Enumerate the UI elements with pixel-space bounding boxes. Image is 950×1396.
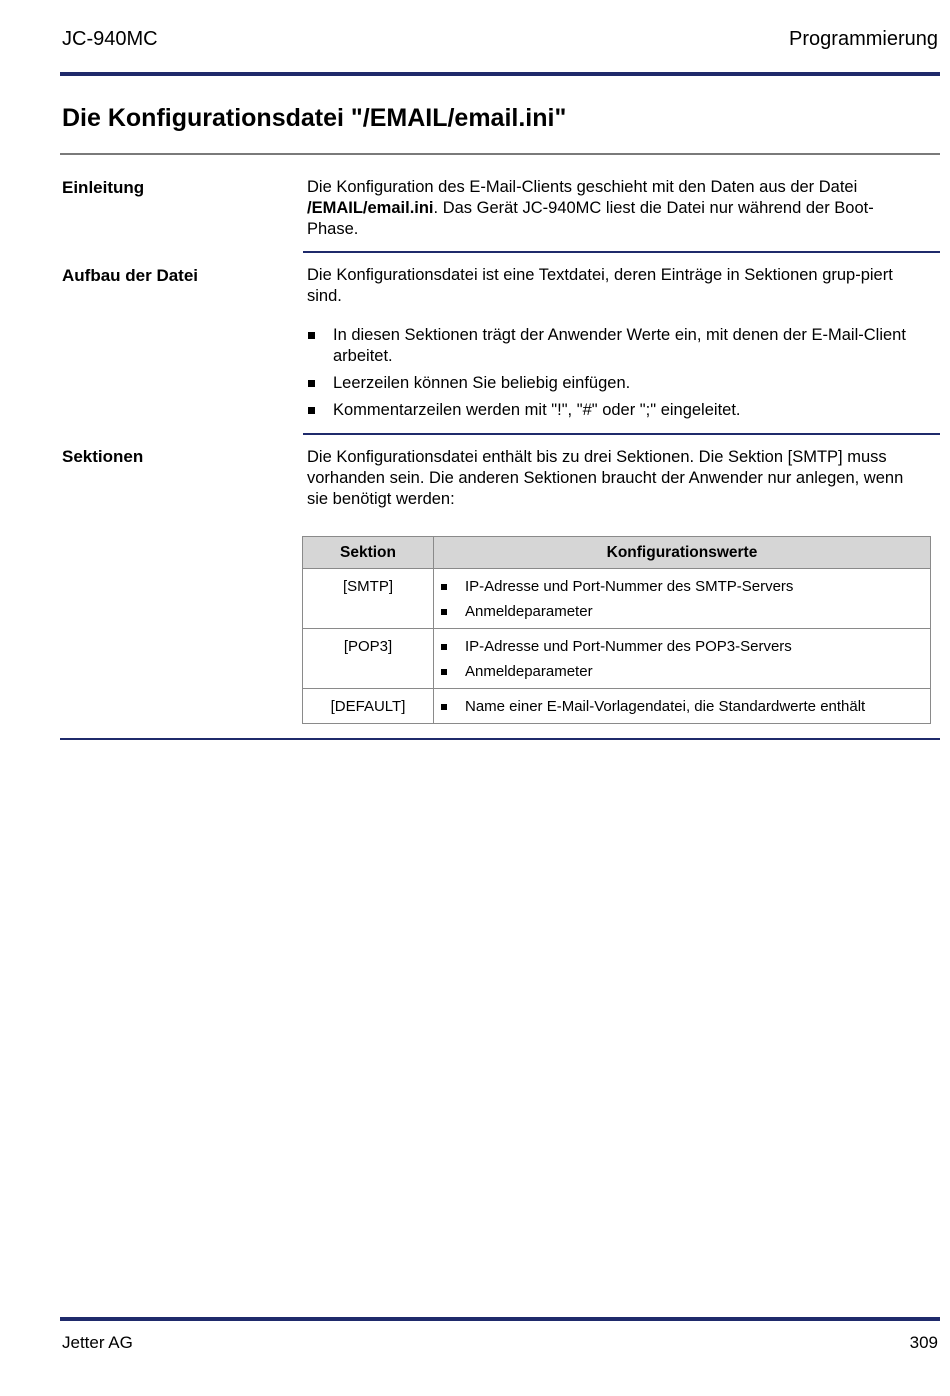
values-cell (434, 689, 931, 724)
table-row (303, 569, 931, 629)
config-table (302, 536, 931, 724)
list-item: IP-Adresse und Port-Nummer des POP3-Servers (440, 634, 924, 659)
intro-text-part-1: Die Konfiguration des E-Mail-Clients geschieht mit den Daten aus der Datei (307, 178, 858, 196)
section-cell: [POP3] (303, 629, 434, 689)
list-item: Anmeldeparameter (440, 599, 924, 624)
list-item: In diesen Sektionen trägt der Anwender Werte ein, mit denen der E-Mail-Client arbeitet. (307, 325, 922, 367)
section-cell: [DEFAULT] (303, 689, 434, 724)
footer-rule (60, 1317, 940, 1321)
table-row (303, 689, 931, 724)
values-cell (434, 569, 931, 629)
sections-text: Die Konfigurationsdatei enthält bis zu drei Sektionen. Die Sektion [SMTP] muss vorhanden sein. Die anderen Sektionen braucht der Anwender nur anlegen, wenn sie benötigt werden: (307, 448, 904, 508)
column-header-values: Konfigurationswerte (434, 537, 931, 569)
list-item: IP-Adresse und Port-Nummer des SMTP-Servers (440, 574, 924, 599)
page-title: Die Konfigurationsdatei "/EMAIL/email.ini" (62, 104, 567, 132)
list-item: Anmeldeparameter (440, 659, 924, 684)
intro-text-part-2: . Das Gerät JC-940MC liest die Datei nur während der Boot-Phase. (307, 199, 874, 238)
structure-text: Die Konfigurationsdatei ist eine Textdatei, deren Einträge in Sektionen grup-piert sind. (307, 266, 893, 305)
footer-company: Jetter AG (62, 1333, 133, 1352)
values-cell (434, 629, 931, 689)
title-rule (60, 153, 940, 155)
header-rule (60, 72, 940, 76)
column-header-section: Sektion (303, 537, 434, 569)
page-number: 309 (909, 1333, 938, 1352)
header-product: JC-940MC (62, 28, 158, 50)
intro-file-path: /EMAIL/email.ini (307, 199, 434, 217)
list-item: Kommentarzeilen werden mit "!", "#" oder ";" eingeleitet. (307, 400, 922, 421)
content-end-rule (60, 738, 940, 740)
header-chapter: Programmierung (789, 28, 938, 50)
intro-label: Einleitung (62, 178, 145, 197)
section-cell: [SMTP] (303, 569, 434, 629)
sections-label: Sektionen (62, 447, 144, 466)
section-separator (303, 251, 940, 253)
intro-text (307, 177, 922, 240)
list-item: Name einer E-Mail-Vorlagendatei, die Standardwerte enthält (440, 694, 924, 719)
table-header-row (303, 537, 931, 569)
table-row (303, 629, 931, 689)
section-separator (303, 433, 940, 435)
structure-label: Aufbau der Datei (62, 266, 199, 285)
list-item: Leerzeilen können Sie beliebig einfügen. (307, 373, 922, 394)
structure-bullet-list (307, 325, 922, 427)
